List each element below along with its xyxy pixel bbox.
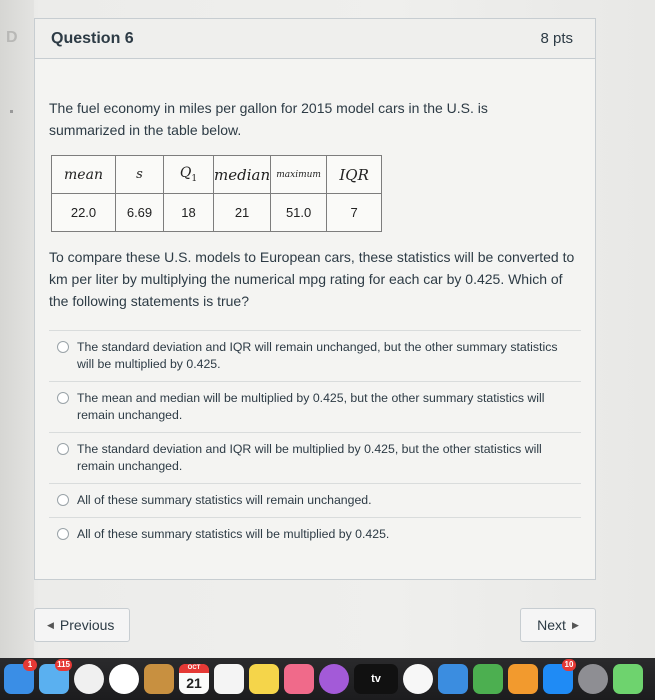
radio-button[interactable]: [57, 494, 69, 506]
answer-option-1[interactable]: [49, 331, 581, 382]
question-title: Question 6: [51, 29, 134, 47]
contacts-icon[interactable]: [144, 664, 174, 694]
next-label: Next: [537, 617, 566, 633]
table-cell-maximum: 51.0: [271, 194, 327, 232]
calendar-day: 21: [186, 675, 202, 691]
table-header-row: [52, 156, 382, 194]
q-letter: Q: [179, 165, 192, 182]
finder-badge: 1: [23, 659, 37, 671]
table-cell-q1: 18: [164, 194, 214, 232]
news-icon[interactable]: [403, 664, 433, 694]
side-marker: D: [6, 29, 18, 46]
messages-icon[interactable]: [613, 664, 643, 694]
answer-list: [49, 330, 581, 551]
table-header-mean: mean: [52, 156, 116, 194]
macos-dock: [0, 658, 655, 700]
calendar-icon[interactable]: [179, 664, 209, 694]
table-cell-median: 21: [214, 194, 271, 232]
tv-icon[interactable]: [354, 664, 398, 694]
table-cell-s: 6.69: [116, 194, 164, 232]
reminders-icon[interactable]: [214, 664, 244, 694]
photos-icon[interactable]: [109, 664, 139, 694]
safari-icon[interactable]: [74, 664, 104, 694]
radio-button[interactable]: [57, 528, 69, 540]
question-points: 8 pts: [540, 30, 573, 47]
answer-text: All of these summary statistics will be multiplied by 0.425.: [77, 527, 390, 541]
numbers-icon[interactable]: [473, 664, 503, 694]
radio-button[interactable]: [57, 392, 69, 404]
mail-icon[interactable]: [39, 660, 70, 694]
question-prompt: To compare these U.S. models to European cars, these statistics will be converted to km per liter by multiplying the numerical mpg rating for each car by 0.425. Which of the following statements is true?: [49, 249, 575, 309]
q-subscript: 1: [191, 173, 198, 184]
question-card: [34, 18, 596, 580]
app-store-icon[interactable]: [543, 660, 574, 694]
table-header-median: [214, 156, 271, 194]
answer-text: The mean and median will be multiplied by 0.425, but the other summary statistics will remain unchanged.: [77, 391, 545, 422]
next-button[interactable]: [520, 608, 596, 642]
caret-left-icon: ◀: [47, 619, 54, 630]
calendar-month: OCT: [179, 664, 209, 673]
table-header-iqr: IQR: [327, 156, 382, 194]
previous-label: Previous: [59, 617, 115, 633]
mail-badge: 115: [57, 660, 70, 669]
answer-option-3[interactable]: [49, 433, 581, 484]
answer-option-2[interactable]: [49, 382, 581, 433]
left-sidebar-strip: [0, 0, 34, 660]
side-dot: [10, 110, 13, 113]
tv-label: tv: [371, 673, 381, 685]
question-body: [35, 97, 595, 551]
keynote-icon[interactable]: [438, 664, 468, 694]
answer-option-5[interactable]: [49, 518, 581, 551]
previous-button[interactable]: [34, 608, 130, 642]
caret-right-icon: ▶: [571, 619, 579, 630]
median-label: median: [214, 165, 271, 184]
table-header-s: s: [116, 156, 164, 194]
answer-text: All of these summary statistics will remain unchanged.: [77, 493, 372, 507]
podcasts-icon[interactable]: [319, 664, 349, 694]
music-icon[interactable]: [284, 664, 314, 694]
answer-option-4[interactable]: [49, 484, 581, 518]
quiz-navigation: [34, 608, 596, 642]
maximum-label: maximum: [276, 169, 321, 180]
answer-text: The standard deviation and IQR will be multiplied by 0.425, but the other statistics will remain unchanged.: [77, 442, 542, 473]
question-intro: The fuel economy in miles per gallon for 2015 model cars in the U.S. is summarized in the table below.: [49, 100, 488, 138]
table-header-maximum: [271, 156, 327, 194]
table-header-q1: [164, 156, 214, 194]
app-store-badge: 10: [562, 659, 576, 671]
summary-statistics-table: [51, 155, 382, 232]
finder-icon[interactable]: [4, 660, 34, 694]
system-preferences-icon[interactable]: [578, 664, 608, 694]
table-cell-mean: 22.0: [52, 194, 116, 232]
table-row: [52, 194, 382, 232]
answer-text: The standard deviation and IQR will remain unchanged, but the other summary statistics will be multiplied by 0.425.: [77, 340, 558, 371]
radio-button[interactable]: [57, 341, 69, 353]
pages-icon[interactable]: [508, 664, 538, 694]
table-cell-iqr: 7: [327, 194, 382, 232]
question-header: [35, 19, 595, 59]
notes-icon[interactable]: [249, 664, 279, 694]
radio-button[interactable]: [57, 443, 69, 455]
